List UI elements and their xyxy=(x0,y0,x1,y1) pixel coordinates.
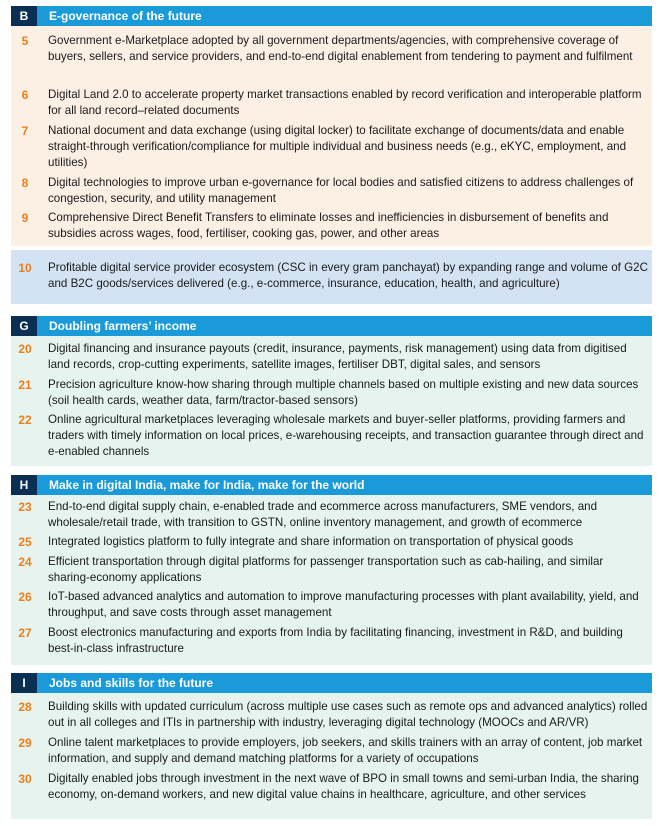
item-number: 5 xyxy=(21,34,29,48)
item-text: Profitable digital service provider ecosystem (CSC in every gram panchayat) by expanding range and volume of G2C and B2C goods/services delivered (e.g., e-commerce, insurance, education, health, and agriculture) xyxy=(48,261,648,290)
item-text: Digital financing and insurance payouts (credit, insurance, payments, risk management) using data from digitised land records, crop-cutting experiments, satellite images, fertiliser DBT, digital sales, and sensors xyxy=(48,342,627,371)
item-text: Boost electronics manufacturing and exports from India by facilitating financing, investment in R&D, and building best-in-class infrastructure xyxy=(48,626,623,655)
section-header xyxy=(11,6,652,26)
section-title: E-governance of the future xyxy=(49,9,202,23)
item-number: 29 xyxy=(18,736,32,750)
item-number: 8 xyxy=(21,176,29,190)
item-text: Precision agriculture know-how sharing through multiple channels based on multiple existing and new data sources (soil health cards, weather data, farm/tractor-based sensors) xyxy=(48,378,639,407)
item-number: 7 xyxy=(21,124,29,138)
item-number: 30 xyxy=(18,772,32,786)
item-text: National document and data exchange (using digital locker) to facilitate exchange of documents/data and enable straight-through verification/compliance for multiple individual and business needs (e.g., eKYC, employment, and utilities) xyxy=(48,124,627,169)
section-header xyxy=(11,673,652,693)
section-header xyxy=(11,475,652,495)
item-text: End-to-end digital supply chain, e-enabled trade and ecommerce across manufacturers, SME vendors, and wholesale/retail trade, with transition to GSTN, online inventory management, and growth of ecommerce xyxy=(48,500,598,529)
item-text: Comprehensive Direct Benefit Transfers to eliminate losses and inefficiencies in disbursement of benefits and subsidies across wages, food, fertiliser, cooking gas, power, and other areas xyxy=(48,211,609,240)
section-letter: H xyxy=(11,475,37,495)
section-b xyxy=(11,6,652,246)
section-letter: G xyxy=(11,316,37,336)
item-number: 25 xyxy=(18,535,32,549)
item-text: IoT-based advanced analytics and automation to improve manufacturing processes with plant availability, yield, and throughput, and save costs through asset management xyxy=(48,590,639,619)
item-number: 10 xyxy=(18,261,32,275)
section-body xyxy=(11,336,652,466)
section-title: Make in digital India, make for India, make for the world xyxy=(49,478,365,492)
item-text: Building skills with updated curriculum (across multiple use cases such as remote ops and advanced analytics) rolled out in all colleges and ITIs in partnership with industry, leveraging digital technology (MOOCs and AR/VR) xyxy=(48,700,648,729)
section-letter: I xyxy=(11,673,37,693)
section-header xyxy=(11,316,652,336)
item-text: Digital Land 2.0 to accelerate property market transactions enabled by record verification and interoperable platform for all land record–related documents xyxy=(48,88,642,117)
item-number: 20 xyxy=(18,342,32,356)
item-text: Digitally enabled jobs through investment in the next wave of BPO in small towns and semi-urban India, the sharing economy, on-demand workers, and new digital value chains in healthcare, agriculture, and other services xyxy=(48,772,639,801)
item-number: 26 xyxy=(18,590,32,604)
item-text: Online talent marketplaces to provide employers, job seekers, and skills trainers with an array of content, job market information, and supply and demand matching platforms for a variety of occupations xyxy=(48,736,643,765)
section-title: Jobs and skills for the future xyxy=(49,676,214,690)
section-h xyxy=(11,475,652,665)
item-text: Digital technologies to improve urban e-governance for local bodies and satisfied citizens to address challenges of congestion, security, and utility management xyxy=(48,176,634,205)
section-letter: B xyxy=(11,6,37,26)
item-number: 22 xyxy=(18,413,32,427)
section-csc xyxy=(11,250,652,304)
item-text: Efficient transportation through digital platforms for passenger transportation such as cab-hailing, and similar sharing-economy applications xyxy=(48,555,604,584)
item-number: 21 xyxy=(18,378,32,392)
item-number: 28 xyxy=(18,700,32,714)
section-title: Doubling farmers’ income xyxy=(49,319,197,333)
item-number: 24 xyxy=(18,555,32,569)
item-number: 9 xyxy=(21,211,29,225)
section-body xyxy=(11,693,652,819)
item-text: Integrated logistics platform to fully integrate and share information on transportation of physical goods xyxy=(48,535,574,548)
item-text: Online agricultural marketplaces leveraging wholesale markets and buyer-seller platforms, providing farmers and traders with timely information on local prices, e-warehousing receipts, and transaction guarantee through direct and e-enabled channels xyxy=(48,413,644,458)
item-number: 23 xyxy=(18,500,32,514)
section-i xyxy=(11,673,652,819)
section-body xyxy=(11,495,652,665)
section-g xyxy=(11,316,652,466)
item-text: Government e-Marketplace adopted by all government departments/agencies, with comprehensive coverage of buyers, sellers, and service providers, and end-to-end digital enablement from tendering to payment and fulfilment xyxy=(48,34,633,63)
item-number: 27 xyxy=(18,626,32,640)
item-number: 6 xyxy=(21,88,29,102)
section-body xyxy=(11,26,652,246)
